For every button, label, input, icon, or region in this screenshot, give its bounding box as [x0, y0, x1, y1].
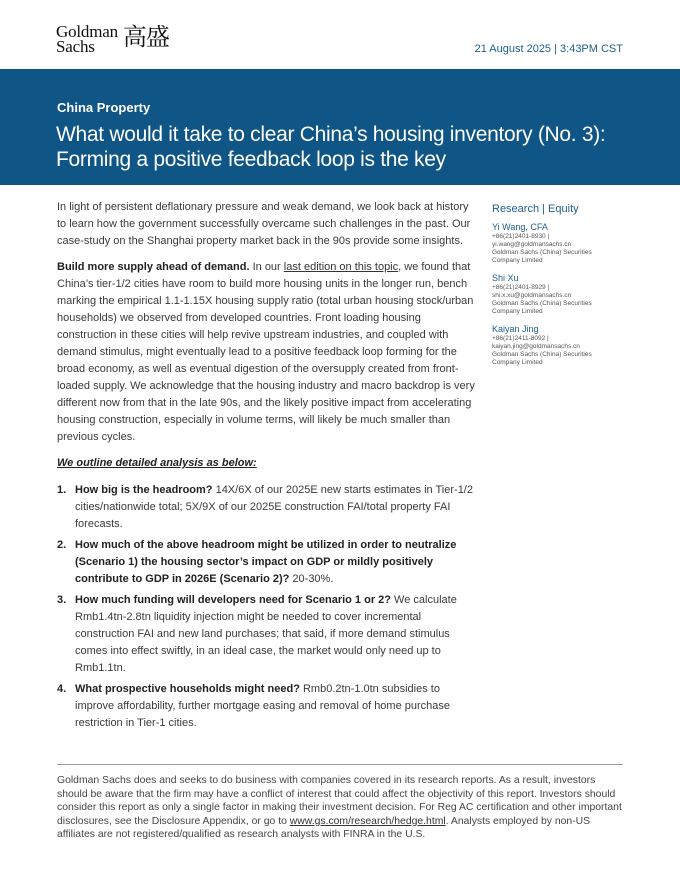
- analyst-company: Company Limited: [492, 359, 543, 366]
- analyst-email[interactable]: yi.wang@goldmansachs.cn: [492, 241, 572, 248]
- goldman-sachs-logo: [56, 24, 169, 54]
- analyst-name: Yi Wang, CFA: [492, 222, 548, 232]
- logo-wordmark: Goldman Sachs: [56, 22, 118, 56]
- list-item: 4. What prospective households might need? Rmb0.2tn-1.0tn subsidies to improve affordability, further mortgage easing and removal of home purchase restriction in Tier-1 cities.: [57, 683, 451, 729]
- analyst-phone: +86(21)2411-8092 |: [492, 335, 549, 342]
- list-item: 3. How much funding will developers need for Scenario 1 or 2? We calculate Rmb1.4tn-2.8tn liquidity injection might be needed to cover incremental construction FAI and new land purchases; that said, if more demand stimulus comes into effect swiftly, in an ideal case, the market would only need up to Rmb1.1tn.: [57, 594, 457, 674]
- analyst-company: Goldman Sachs (China) Securities: [492, 249, 592, 256]
- answer-text: We calculate Rmb1.4tn-2.8tn liquidity injection might be needed to cover incremental construction FAI and new land purchases; that said, if more demand stimulus comes into effect swiftly, in an ideal case, the market would only need up to Rmb1.1tn.: [75, 594, 457, 674]
- report-title: What would it take to clear China’s housing inventory (No. 3): Forming a positive feedback loop is the key: [56, 123, 606, 171]
- analyst-card: [492, 222, 632, 265]
- list-item: 2. How much of the above headroom might be utilized in order to neutralize (Scenario 1) the housing sector’s impact on GDP or mildly positively contribute to GDP in 2026E (Scenario 2)? 20-30%.: [57, 539, 457, 585]
- footer-divider: [57, 764, 623, 765]
- answer-text: 20-30%.: [289, 573, 334, 585]
- supply-paragraph: Build more supply ahead of demand. In our last edition on this topic, we found that China’s tier-1/2 cities have room to build more housing units in the longer run, bench marking the empirical 1.1-1.15X housing supply ratio (total urban housing stock/urban households) we observed from developed countries. Front loading housing construction in these cities will help revive upstream industries, and coupled with demand stimulus, might eventually lead to a positive feedback loop forming for the broad economy, as well as eventual digestion of the oversupply created from front-loaded supply. We acknowledge that the housing industry and macro backdrop is very different now from that in the late 90s, and the likely positive impact from accelerating housing construction, especially in volume terms, will likely be much smaller than previous cycles.: [57, 261, 475, 443]
- question-list: [57, 482, 477, 732]
- analyst-card: [492, 324, 632, 367]
- report-body: [57, 199, 477, 736]
- analyst-company: Goldman Sachs (China) Securities: [492, 300, 592, 307]
- intro-paragraph: In light of persistent deflationary pressure and weak demand, we look back at history to learn how the government successfully overcame such challenges in the past. Our case-study on the Shanghai property market back in the 90s provide some insights.: [57, 201, 471, 247]
- analyst-company: Company Limited: [492, 257, 543, 264]
- list-item: 1. How big is the headroom? 14X/6X of our 2025E new starts estimates in Tier-1/2 cities/nationwide total; 5X/9X of our 2025E construction FAI/total property FAI forecasts.: [57, 484, 473, 530]
- analyst-card: [492, 273, 632, 316]
- answer-text: Rmb0.2tn-1.0tn subsidies to improve affordability, further mortgage easing and removal of home purchase restriction in Tier-1 cities.: [75, 683, 451, 729]
- analyst-phone: +86(21)2401-8930 |: [492, 233, 550, 240]
- sector-label: China Property: [57, 100, 151, 115]
- analyst-phone: +86(21)2401-8929 |: [492, 284, 550, 291]
- supply-lead: Build more supply ahead of demand.: [57, 261, 250, 273]
- question-text: How much funding will developers need for Scenario 1 or 2?: [75, 594, 391, 606]
- analyst-name: Shi Xu: [492, 273, 519, 283]
- analyst-email[interactable]: kaiyan.jing@goldmansachs.cn: [492, 343, 580, 350]
- question-text: How much of the above headroom might be utilized in order to neutralize (Scenario 1) the housing sector’s impact on GDP or mildly positively contribute to GDP in 2026E (Scenario 2)?: [75, 539, 457, 585]
- answer-text: 14X/6X of our 2025E new starts estimates in Tier-1/2 cities/nationwide total; 5X/9X of our 2025E construction FAI/total property FAI forecasts.: [75, 484, 473, 530]
- question-text: How big is the headroom?: [75, 484, 213, 496]
- analyst-company: Company Limited: [492, 308, 543, 315]
- outline-heading: We outline detailed analysis as below:: [57, 457, 257, 469]
- analyst-company: Goldman Sachs (China) Securities: [492, 351, 592, 358]
- question-text: What prospective households might need?: [75, 683, 300, 695]
- last-edition-link[interactable]: last edition on this topic: [283, 261, 399, 273]
- disclaimer: Goldman Sachs does and seeks to do business with companies covered in its research reports. As a result, investors should be aware that the firm may have a conflict of interest that could affect the objectivity of this report. Investors should consider this report as only a single factor in making their investment decision. For Reg AC certification and other important disclosures, see the Disclosure Appendix, or go to www.gs.com/research/hedge.html. Analysts employed by non-US affiliates are not registered/qualified as research analysts with FINRA in the U.S.: [57, 775, 622, 840]
- analyst-email[interactable]: shi.x.xu@goldmansachs.cn: [492, 292, 572, 299]
- title-banner: [0, 69, 680, 185]
- analyst-name: Kaiyan Jing: [492, 324, 539, 334]
- research-team: Research | Equity: [492, 203, 579, 215]
- report-date: 21 August 2025 | 3:43PM CST: [474, 43, 623, 55]
- hedge-disclosure-link[interactable]: www.gs.com/research/hedge.html: [289, 815, 446, 827]
- analyst-sidebar: [492, 203, 632, 375]
- logo-chinese-name: 高盛: [122, 23, 169, 51]
